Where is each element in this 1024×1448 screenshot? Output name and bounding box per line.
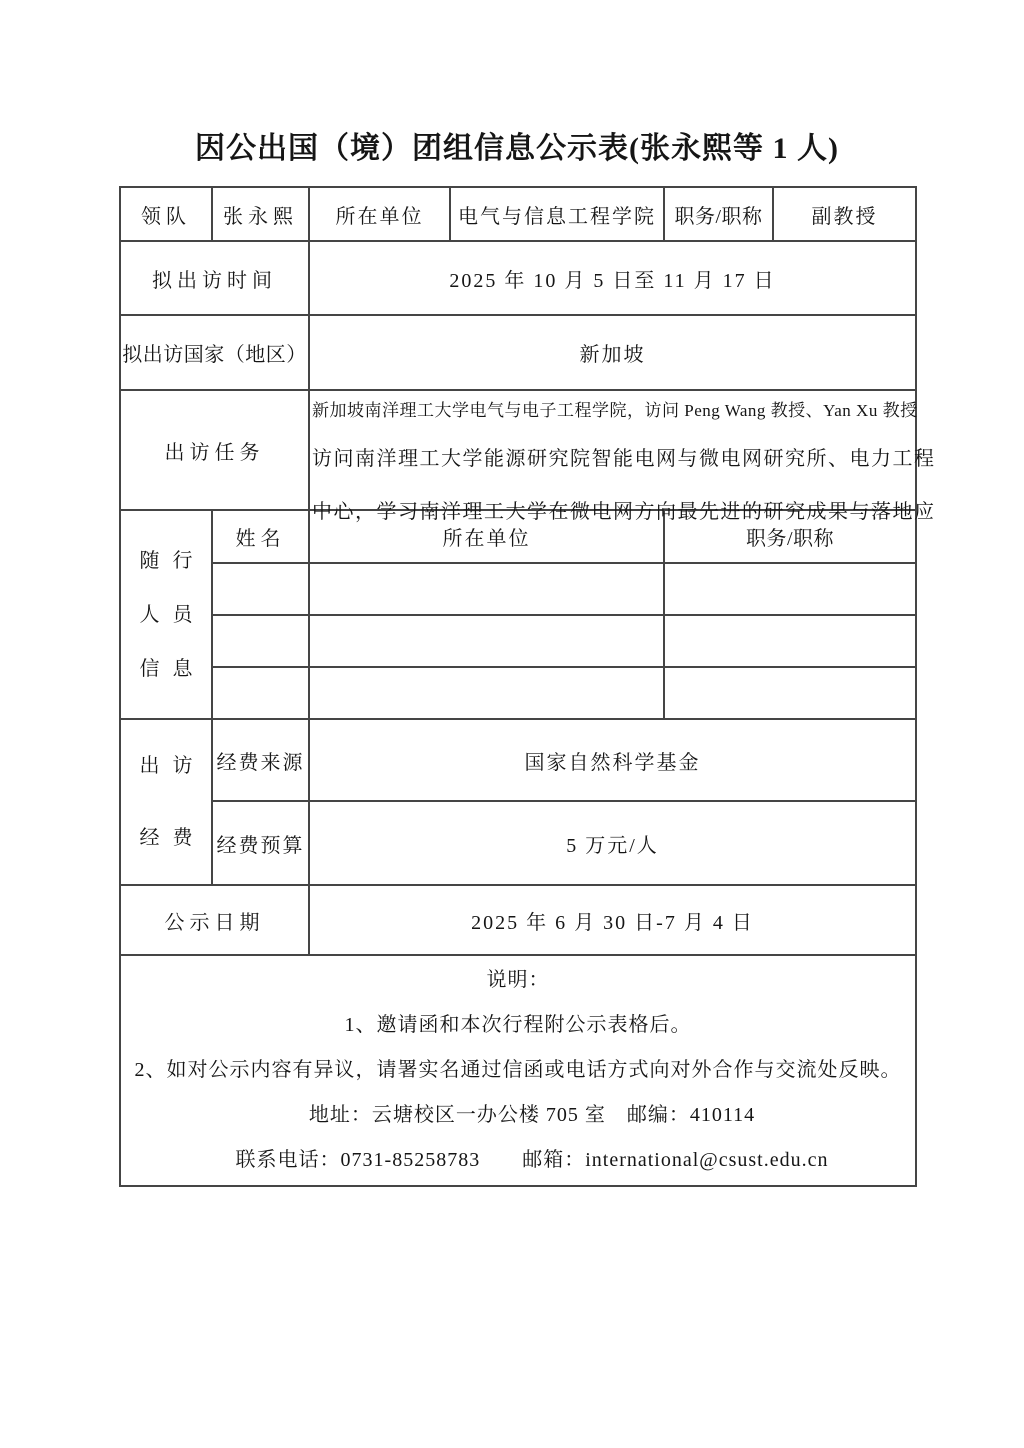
companions-label-line-2: 人员	[139, 603, 206, 626]
visit-time-label: 拟出访时间	[120, 241, 309, 315]
companion-1-name-cell	[212, 563, 309, 615]
note-contact-line: 联系电话：0731-85258783 邮箱：international@csust.edu.cn	[235, 1149, 829, 1171]
funding-source-row	[120, 719, 916, 801]
visit-country-value: 新加坡	[309, 315, 916, 390]
visit-task-label: 出访任务	[120, 390, 309, 510]
companions-section-label	[120, 510, 212, 719]
companion-3-position-cell	[664, 667, 916, 719]
notes-heading: 说明：	[486, 969, 550, 991]
notes-section	[120, 955, 916, 1186]
companion-2-position-cell	[664, 615, 916, 667]
visit-task-line-1: 新加坡南洋理工大学电气与电子工程学院，访问 Peng Wang 教授、Yan Xu 教授	[312, 401, 918, 420]
visit-task-row	[120, 390, 916, 510]
visit-country-row	[120, 315, 916, 390]
notes-row	[120, 955, 916, 1186]
companion-2-name-cell	[212, 615, 309, 667]
companions-label-line-1: 随行	[139, 549, 206, 572]
companion-name-header: 姓名	[212, 510, 309, 563]
companion-row-3	[120, 667, 916, 719]
companion-position-header: 职务/职称	[664, 510, 916, 563]
companion-1-position-cell	[664, 563, 916, 615]
visit-country-label: 拟出访国家（地区）	[120, 315, 309, 390]
companion-row-1	[120, 563, 916, 615]
leader-position-label: 职务/职称	[664, 187, 773, 241]
companion-unit-header: 所在单位	[309, 510, 664, 563]
funding-budget-label: 经费预算	[212, 801, 309, 885]
companion-3-name-cell	[212, 667, 309, 719]
leader-name: 张永熙	[212, 187, 309, 241]
companion-1-unit-cell	[309, 563, 664, 615]
publicity-date-row	[120, 885, 916, 955]
note-item-1: 1、邀请函和本次行程附公示表格后。	[344, 1014, 692, 1036]
funding-source-value: 国家自然科学基金	[309, 719, 916, 801]
visit-task-text	[309, 390, 936, 523]
note-address-line: 地址：云塘校区一办公楼 705 室 邮编：410114	[308, 1104, 756, 1126]
visit-task-line-3-clipped: 中心，学习南洋理工大学在微电网方向最先进的研究成果与落地应	[312, 501, 936, 523]
visit-task-line-2: 访问南洋理工大学能源研究院智能电网与微电网研究所、电力工程	[312, 448, 936, 470]
leader-row	[120, 187, 916, 241]
visit-time-row	[120, 241, 916, 315]
companion-row-2	[120, 615, 916, 667]
visit-time-value: 2025 年 10 月 5 日至 11 月 17 日	[309, 241, 916, 315]
leader-position: 副教授	[773, 187, 916, 241]
publicity-date-label: 公示日期	[120, 885, 309, 955]
companion-2-unit-cell	[309, 615, 664, 667]
companions-label-line-3: 信息	[139, 657, 206, 680]
funding-source-label: 经费来源	[212, 719, 309, 801]
leader-unit-label: 所在单位	[309, 187, 450, 241]
leader-label: 领队	[120, 187, 212, 241]
funding-budget-row	[120, 801, 916, 885]
funding-label-line-1: 出访	[139, 755, 206, 777]
trip-publicity-table	[119, 186, 936, 1187]
publicity-date-value: 2025 年 6 月 30 日-7 月 4 日	[309, 885, 916, 955]
companion-3-unit-cell	[309, 667, 664, 719]
page-title: 因公出国（境）团组信息公示表(张永熙等 1 人)	[195, 132, 839, 165]
funding-label-line-2: 经费	[139, 827, 206, 849]
funding-section-label	[120, 719, 212, 885]
funding-budget-value: 5 万元/人	[309, 801, 916, 885]
leader-unit: 电气与信息工程学院	[450, 187, 664, 241]
note-item-2: 2、如对公示内容有异议，请署实名通过信函或电话方式向对外合作与交流处反映。	[134, 1059, 902, 1081]
